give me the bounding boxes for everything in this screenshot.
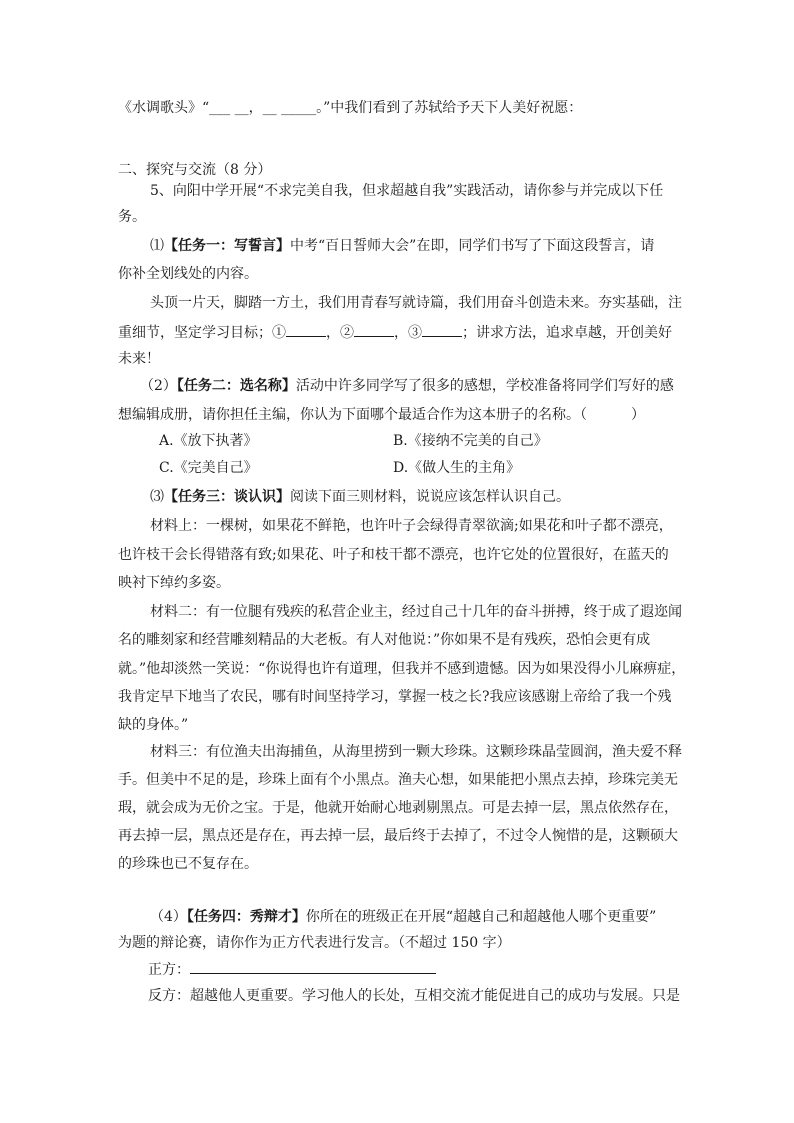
task1-line-2: 你补全划线处的内容。 bbox=[118, 266, 258, 282]
task2-intro: 活动中许多同学写了很多的感想，学校准备将同学们写好的感 bbox=[295, 378, 674, 394]
material3-line: 手。但美中不足的是，珍珠上面有个小黑点。渔夫心想，如果能把小黑点去掉，珍珠完美无 bbox=[118, 772, 678, 788]
task1-intro: 中考“百日誓师大会”在即，同学们书写了下面这段誓言，请 bbox=[290, 238, 655, 254]
pledge-blank-1[interactable] bbox=[286, 322, 326, 337]
task4-line-1 bbox=[150, 907, 656, 927]
material2-line: 缺的身体。” bbox=[118, 717, 189, 733]
material2-line: 就。”他却淡然一笑说：“你说得也许有道理，但我并不感到遗憾。因为如果没得小儿麻痹症， bbox=[118, 661, 686, 677]
material2-line: 我肯定早下地当了农民，哪有时间坚持学习，掌握一枝之长?我应该感谢上帝给了我一个残 bbox=[118, 689, 672, 705]
material3-line: 材料三：有位渔夫出海捕鱼，从海里捞到一颗大珍珠。这颗珍珠晶莹圆润，渔夫爱不释 bbox=[150, 744, 682, 760]
task4-intro: 你所在的班级正在开展“超越自己和超越他人哪个更重要” bbox=[305, 909, 657, 925]
material2-line: 名的雕刻家和经营雕刻精品的大老板。有人对他说：”你如果不是有残疾，恐怕会更有成 bbox=[118, 632, 651, 648]
con-side-line: 反方：超越他人更重要。学习他人的长处，互相交流才能促进自己的成功与发展。只是 bbox=[148, 988, 680, 1004]
task3-number: ⑶ bbox=[150, 489, 164, 505]
option-c[interactable]: C.《完美自己》 bbox=[159, 460, 258, 476]
material1-line: 材料上：一棵树，如果花不鲜艳，也许叶子会绿得青翠欲滴;如果花和叶子都不漂亮， bbox=[150, 518, 673, 534]
task1-line-1 bbox=[150, 236, 654, 256]
option-b[interactable]: B.《接纳不完美的自己》 bbox=[393, 433, 548, 449]
task3-tag: 【任务三：谈认识】 bbox=[164, 489, 290, 505]
poem-blank-1[interactable]: ___ __ bbox=[209, 100, 249, 116]
option-d[interactable]: D.《做人生的主角》 bbox=[393, 460, 521, 476]
circle-2: ② bbox=[340, 325, 354, 341]
material1-line: 也许枝干会长得错落有致;如果花、叶子和枝干都不漂亮，也许它处的位置很好，在蓝天的 bbox=[118, 547, 669, 563]
pro-side-line bbox=[148, 959, 436, 980]
material3-line: 的珍珠也已不复存在。 bbox=[118, 856, 258, 872]
material3-line: 瑕，就会成为无价之宝。于是，他就开始耐心地剥剔黑点。可是去掉一层，黑点依然存在， bbox=[118, 800, 678, 816]
circle-1: ① bbox=[272, 325, 286, 341]
pledge-line-3: 未来！ bbox=[118, 351, 160, 367]
poem-blank-2[interactable]: __ _____ bbox=[262, 100, 317, 116]
task2-close-paren: ） bbox=[631, 407, 645, 423]
pledge-blank-3[interactable] bbox=[422, 322, 462, 337]
option-a[interactable]: A.《放下执著》 bbox=[159, 433, 258, 449]
pledge-line-2 bbox=[118, 322, 672, 343]
pledge-line-1: 头顶一片天，脚踏一方土，我们用青春写就诗篇，我们用奋斗创造未来。夯实基础，注 bbox=[150, 295, 682, 311]
task3-intro: 阅读下面三则材料，说说应该怎样认识自己。 bbox=[290, 489, 570, 505]
task4-tag: 【任务四：秀辩才】 bbox=[186, 909, 306, 925]
material2-line: 材料二：有一位腿有残疾的私营企业主，经过自己十几年的奋斗拼搏，终于成了遐迩闻 bbox=[150, 604, 682, 620]
pledge-line-2-prefix: 重细节，坚定学习目标； bbox=[118, 325, 272, 341]
section-title: 二、探究与交流（8 分） bbox=[118, 162, 272, 178]
task4-line-2: 为题的辩论赛，请你作为正方代表进行发言。（不超过 150 字） bbox=[118, 935, 511, 951]
material3-line: 再去掉一层，黑点还是存在，再去掉一层，最后终于去掉了，不过令人惋惜的是，这颗硕大 bbox=[118, 828, 678, 844]
poem-question-line bbox=[118, 98, 582, 118]
q5-line-2: 务。 bbox=[118, 209, 146, 225]
task1-tag: 【任务一：写誓言】 bbox=[164, 238, 290, 254]
task2-question: 想编辑成册，请你担任主编，你认为下面哪个最适合作为这本册子的名称。（ bbox=[118, 407, 587, 423]
line1-prefix: 《水调歌头》“ bbox=[118, 100, 210, 116]
task2-line-1 bbox=[140, 376, 674, 396]
line1-comma: ， bbox=[248, 100, 263, 116]
task2-number: （2） bbox=[140, 378, 177, 394]
task3-line-1 bbox=[150, 487, 570, 507]
pro-label: 正方： bbox=[148, 962, 190, 978]
q5-line-1: 5、向阳中学开展“不求完美自我，但求超越自我”实践活动，请你参与并完成以下任 bbox=[150, 183, 664, 199]
circle-3: ③ bbox=[408, 325, 422, 341]
task2-tag: 【任务二：选名称】 bbox=[176, 378, 296, 394]
pledge-line-2-suffix: ；讲求方法，追求卓越，开创美好 bbox=[462, 325, 672, 341]
task1-number: ⑴ bbox=[150, 238, 164, 254]
pro-answer-blank[interactable] bbox=[190, 959, 436, 974]
task4-number: （4） bbox=[150, 909, 187, 925]
pledge-sep-2: ， bbox=[394, 325, 408, 341]
pledge-sep-1: ， bbox=[326, 325, 340, 341]
material1-line: 映衬下绰约多姿。 bbox=[118, 575, 230, 591]
task2-line-2 bbox=[118, 405, 645, 425]
pledge-blank-2[interactable] bbox=[354, 322, 394, 337]
line1-suffix: 。”中我们看到了苏轼给予天下人美好祝愿： bbox=[316, 100, 583, 116]
